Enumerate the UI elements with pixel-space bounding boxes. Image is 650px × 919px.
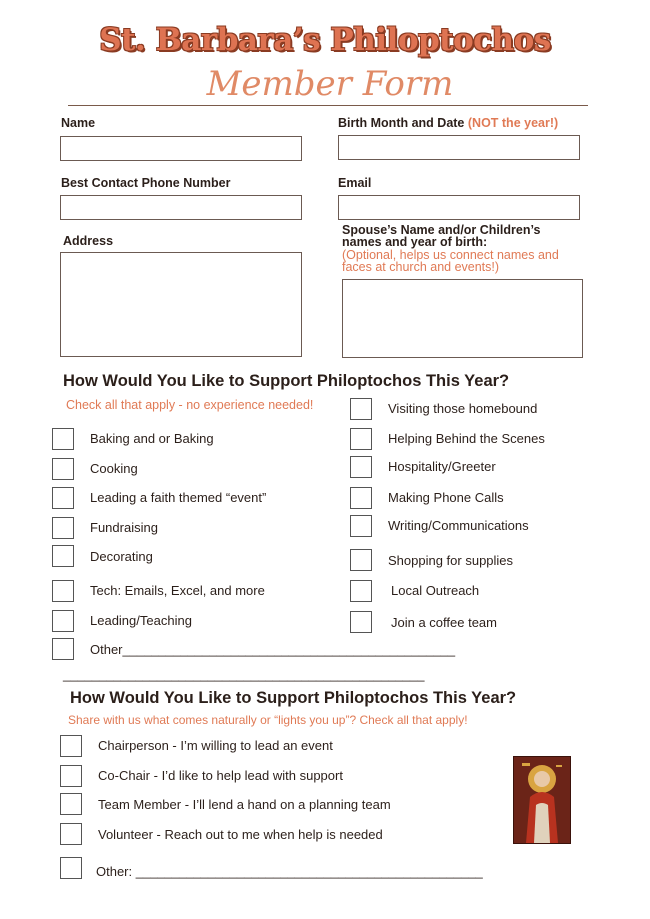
spouse-field[interactable] bbox=[342, 279, 583, 358]
birth-label-text: Birth Month and Date bbox=[338, 116, 465, 130]
support-option-left-5-label: Tech: Emails, Excel, and more bbox=[90, 583, 265, 598]
spouse-label: Spouse’s Name and/or Children’s names and year of birth: bbox=[342, 223, 541, 249]
roles-note: Share with us what comes naturally or “lights you up”? Check all that apply! bbox=[68, 713, 468, 727]
role-option-4-label: Other: ________________________________________________ bbox=[96, 864, 483, 879]
org-title: St. Barbara’s Philoptochos bbox=[99, 22, 551, 58]
phone-field[interactable] bbox=[60, 195, 302, 220]
name-field[interactable] bbox=[60, 136, 302, 161]
support-option-left-4-checkbox[interactable] bbox=[52, 545, 74, 567]
icon-graphic bbox=[514, 757, 570, 843]
role-option-0-label: Chairperson - I’m willing to lead an event bbox=[98, 738, 333, 753]
email-field[interactable] bbox=[338, 195, 580, 220]
other-line-continuation: __________________________________________________ bbox=[63, 667, 425, 682]
birth-field[interactable] bbox=[338, 135, 580, 160]
spouse-note: (Optional, helps us connect names and faces at church and events!) bbox=[342, 248, 559, 274]
support-option-right-2-checkbox[interactable] bbox=[350, 456, 372, 478]
support-option-left-5-checkbox[interactable] bbox=[52, 580, 74, 602]
support-option-right-6-checkbox[interactable] bbox=[350, 580, 372, 602]
email-label: Email bbox=[338, 176, 372, 190]
support-option-right-1-checkbox[interactable] bbox=[350, 428, 372, 450]
support-option-right-7-label: Join a coffee team bbox=[391, 615, 497, 630]
support-option-left-3-label: Fundraising bbox=[90, 520, 158, 535]
role-option-3-label: Volunteer - Reach out to me when help is needed bbox=[98, 827, 383, 842]
role-option-4-checkbox[interactable] bbox=[60, 857, 82, 879]
header-divider bbox=[68, 105, 588, 106]
support-option-left-2-checkbox[interactable] bbox=[52, 487, 74, 509]
saint-barbara-icon bbox=[513, 756, 571, 844]
support-option-left-1-label: Cooking bbox=[90, 461, 138, 476]
support-option-right-2-label: Hospitality/Greeter bbox=[388, 459, 496, 474]
support-option-right-4-checkbox[interactable] bbox=[350, 515, 372, 537]
birth-label bbox=[338, 116, 558, 130]
address-label: Address bbox=[63, 234, 114, 248]
name-label: Name bbox=[61, 116, 96, 130]
support-note: Check all that apply - no experience needed! bbox=[66, 398, 314, 412]
support-option-right-3-checkbox[interactable] bbox=[350, 487, 372, 509]
role-option-0-checkbox[interactable] bbox=[60, 735, 82, 757]
support-option-right-0-checkbox[interactable] bbox=[350, 398, 372, 420]
role-option-1-label: Co-Chair - I’d like to help lead with support bbox=[98, 768, 343, 783]
support-option-left-1-checkbox[interactable] bbox=[52, 458, 74, 480]
support-option-left-2-label: Leading a faith themed “event” bbox=[90, 490, 267, 505]
support-heading: How Would You Like to Support Philoptochos This Year? bbox=[63, 372, 510, 390]
support-option-left-6-checkbox[interactable] bbox=[52, 610, 74, 632]
support-option-left-4-label: Decorating bbox=[90, 549, 153, 564]
support-option-right-5-checkbox[interactable] bbox=[350, 549, 372, 571]
support-option-right-1-label: Helping Behind the Scenes bbox=[388, 431, 545, 446]
support-option-right-3-label: Making Phone Calls bbox=[388, 490, 504, 505]
support-option-right-0-label: Visiting those homebound bbox=[388, 401, 538, 416]
roles-heading: How Would You Like to Support Philoptochos This Year? bbox=[70, 689, 517, 707]
role-option-1-checkbox[interactable] bbox=[60, 765, 82, 787]
role-option-3-checkbox[interactable] bbox=[60, 823, 82, 845]
support-option-left-0-checkbox[interactable] bbox=[52, 428, 74, 450]
role-option-2-checkbox[interactable] bbox=[60, 793, 82, 815]
support-option-right-6-label: Local Outreach bbox=[391, 583, 480, 598]
support-option-left-0-label: Baking and or Baking bbox=[90, 431, 214, 446]
support-option-left-3-checkbox[interactable] bbox=[52, 517, 74, 539]
address-field[interactable] bbox=[60, 252, 302, 357]
role-option-2-label: Team Member - I’ll lend a hand on a planning team bbox=[98, 797, 391, 812]
phone-label: Best Contact Phone Number bbox=[61, 176, 231, 190]
support-option-right-7-checkbox[interactable] bbox=[350, 611, 372, 633]
support-option-left-7-checkbox[interactable] bbox=[52, 638, 74, 660]
support-option-left-6-label: Leading/Teaching bbox=[90, 613, 192, 628]
birth-label-note: (NOT the year!) bbox=[467, 116, 559, 130]
support-option-left-7-label: Other______________________________________________ bbox=[90, 642, 456, 657]
form-title: Member Form bbox=[206, 64, 454, 104]
support-option-right-4-label: Writing/Communications bbox=[388, 518, 529, 533]
support-option-right-5-label: Shopping for supplies bbox=[388, 553, 514, 568]
